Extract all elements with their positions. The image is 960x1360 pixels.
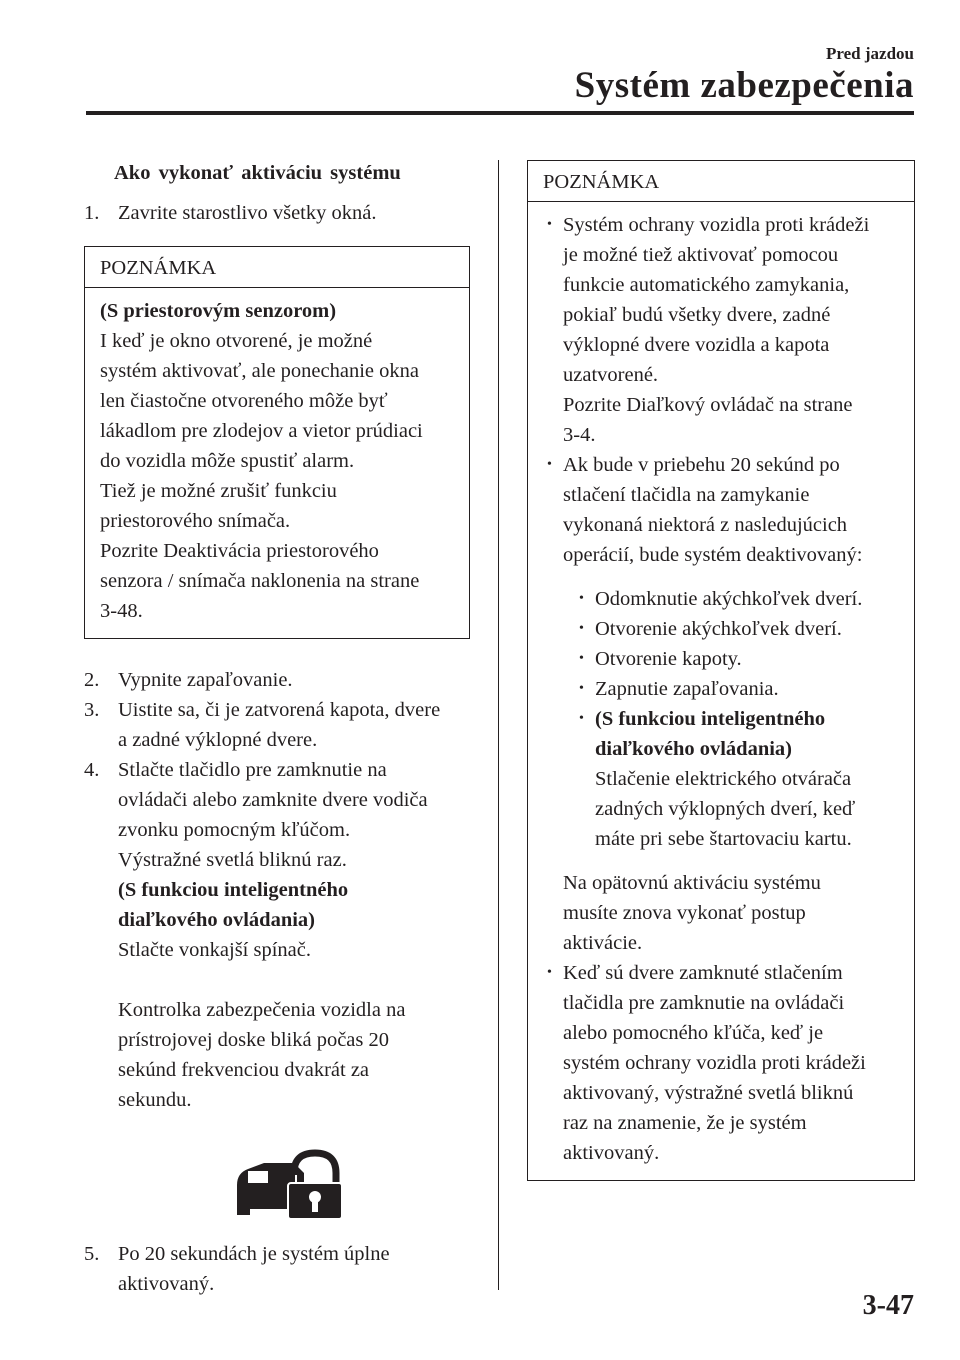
note-line: Tiež je možné zrušiť funkciu [100, 480, 337, 502]
sub-bullet-item: • Zapnutie zapaľovania. [543, 674, 899, 704]
step-text: Po 20 sekundách je systém úplne [118, 1243, 390, 1265]
note-line: priestorového snímača. [100, 510, 291, 532]
step-text: Zavrite starostlivo všetky okná. [118, 202, 377, 224]
step-bold-text: diaľkového ovládania) [118, 909, 316, 931]
note-title: POZNÁMKA [85, 247, 469, 288]
note-line: len čiastočne otvoreného môže byť [100, 390, 388, 412]
note-box-left [84, 246, 470, 639]
step-paragraph: sekúnd frekvenciou dvakrát za [118, 1059, 370, 1081]
step-1 [84, 198, 470, 228]
step-2 [84, 665, 470, 695]
step-text: a zadné výklopné dvere. [118, 729, 318, 751]
sub-bullet-item: • (S funkciou inteligentného diaľkového ovládania) Stlačenie elektrického otvárača zadných výklopných dverí, keď máte pri sebe štartovaciu kartu. [543, 704, 899, 854]
note-title: POZNÁMKA [528, 161, 914, 202]
note-line: senzora / snímača naklonenia na strane [100, 570, 420, 592]
bullet-item: • Ak bude v priebehu 20 sekúnd po stlačení tlačidla na zamykanie vykonaná niektorá z nasledujúcich operácií, bude systém deaktivovaný: [543, 450, 899, 570]
step-text: Uistite sa, či je zatvorená kapota, dvere [118, 699, 441, 721]
step-3 [84, 695, 470, 755]
note-line: do vozidla môže spustiť alarm. [100, 450, 355, 472]
step-paragraph: Kontrolka zabezpečenia vozidla na [118, 999, 406, 1021]
step-paragraph: prístrojovej doske bliká počas 20 [118, 1029, 390, 1051]
step-text: ovládači alebo zamknite dvere vodiča [118, 789, 428, 811]
bullet-dot-icon: • [547, 217, 552, 232]
bullet-dot-icon: • [579, 591, 584, 606]
left-column [84, 158, 470, 1299]
header-rule [86, 111, 914, 115]
security-lock-car-icon [234, 1149, 344, 1219]
right-column [527, 160, 915, 1181]
sub-bullet-item: • Otvorenie akýchkoľvek dverí. [543, 614, 899, 644]
step-text: Vypnite zapaľovanie. [118, 669, 293, 691]
note-line: lákadlom pre zlodejov a vietor prúdiaci [100, 420, 423, 442]
bullet-dot-icon: • [579, 651, 584, 666]
header-section: Pred jazdou [826, 44, 914, 63]
indicator-illustration [84, 1149, 470, 1219]
step-number: 2. [84, 669, 100, 691]
note-box-right [527, 160, 915, 1181]
page-number: 3-47 [862, 1290, 914, 1321]
step-text: Výstražné svetlá bliknú raz. [118, 849, 347, 871]
sub-bullet-item: • Odomknutie akýchkoľvek dverí. [543, 584, 899, 614]
step-number: 3. [84, 699, 100, 721]
sub-bullet-item: • Otvorenie kapoty. [543, 644, 899, 674]
step-5 [84, 1239, 470, 1299]
page-title: Systém zabezpečenia [574, 65, 914, 106]
step-text: aktivovaný. [118, 1273, 215, 1295]
column-divider [498, 160, 499, 1290]
step-paragraph: sekundu. [118, 1089, 192, 1111]
step-bold-text: (S funkciou inteligentného [118, 879, 349, 901]
step-number: 1. [84, 202, 100, 224]
step-number: 4. [84, 759, 100, 781]
bullet-item: • Systém ochrany vozidla proti krádeži je možné tiež aktivovať pomocou funkcie automatického zamykania, pokiaľ budú všetky dvere, zadné výklopné dvere vozidla a kapota uzatvorené. Pozrite Diaľkový ovládač na strane 3-4. [543, 210, 899, 450]
bullet-dot-icon: • [579, 711, 584, 726]
bullet-dot-icon: • [547, 965, 552, 980]
note-line: Pozrite Deaktivácia priestorového [100, 540, 379, 562]
bullet-item: • Keď sú dvere zamknuté stlačením tlačidla pre zamknutie na ovládači alebo pomocného kľúča, keď je systém ochrany vozidla proti krádeži aktivovaný, výstražné svetlá bliknú raz na znamenie, že je systém aktivovaný. [543, 958, 899, 1168]
bullet-dot-icon: • [579, 621, 584, 636]
section-heading: Ako vykonať aktiváciu systému [114, 162, 401, 184]
bullet-dot-icon: • [579, 681, 584, 696]
note-line: systém aktivovať, ale ponechanie okna [100, 360, 420, 382]
step-text: Stlačte vonkajší spínač. [118, 939, 311, 961]
note-line: 3-48. [100, 600, 143, 622]
note-body [528, 202, 914, 1180]
note-line: I keď je okno otvorené, je možné [100, 330, 373, 352]
note-paragraph: Na opätovnú aktiváciu systému musíte znova vykonať postup aktivácie. [563, 872, 821, 954]
note-body [85, 288, 469, 638]
step-text: Stlačte tlačidlo pre zamknutie na [118, 759, 387, 781]
note-bold-line: (S priestorovým senzorom) [100, 300, 337, 322]
step-text: zvonku pomocným kľúčom. [118, 819, 351, 841]
step-number: 5. [84, 1243, 100, 1265]
step-4 [84, 755, 470, 1115]
bullet-dot-icon: • [547, 457, 552, 472]
